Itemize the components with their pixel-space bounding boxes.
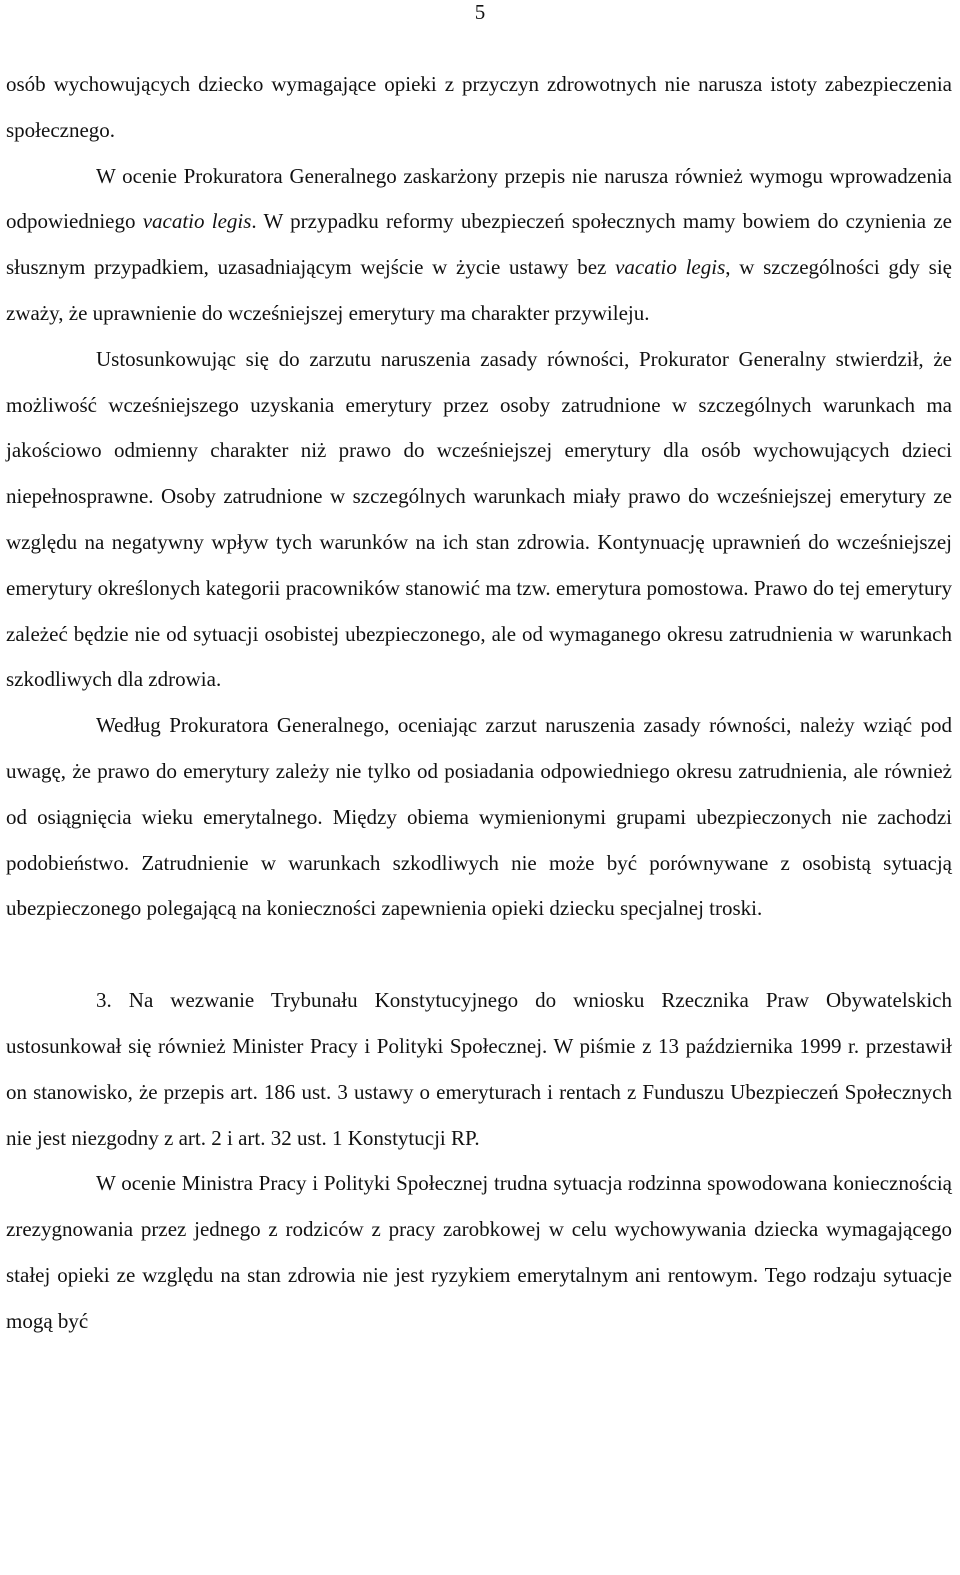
paragraph-3 bbox=[6, 337, 952, 703]
paragraph-4 bbox=[6, 703, 952, 932]
text-segment: Według Prokuratora Generalnego, oceniając zarzut naruszenia zasady równości, należy wziąć pod uwagę, że prawo do emerytury zależy nie tylko od posiadania odpowiedniego okresu zatrudnienia, ale również od osiągnięcia wieku emerytalnego. Między obiema wymienionymi grupami ubezpieczonych nie zachodzi podobieństwo. Zatrudnienie w warunkach szkodliwych nie może być porównywane z osobistą sytuacją ubezpieczonego polegającą na konieczności zapewnienia opieki dziecku specjalnej troski. bbox=[6, 713, 952, 921]
text-segment: W ocenie Prokuratora Generalnego zaskarżony przepis nie narusza również wymogu wprowadzenia odpowiedniego bbox=[6, 163, 952, 234]
text-segment: . W przypadku reformy ubezpieczeń społecznych mamy bowiem do czynienia ze słusznym przypadkiem, uzasadniającym wejście w życie ustawy bez bbox=[6, 209, 952, 280]
text-segment: Ustosunkowując się do zarzutu naruszenia zasady równości, Prokurator Generalny stwierdził, że możliwość wcześniejszego uzyskania emerytury przez osoby zatrudnione w szczególnych warunkach ma jakościowo odmienny charakter niż prawo do wcześniejszej emerytury dla osób wychowujących dzieci niepełnosprawne. Osoby zatrudnione w szczególnych warunkach miały prawo do wcześniejszej emerytury ze względu na negatywny wpływ tych warunków na ich stan zdrowia. Kontynuację uprawnień do wcześniejszej emerytury określonych kategorii pracowników stanowić ma tzw. emerytura pomostowa. Prawo do tej emerytury zależeć będzie nie od sytuacji osobistej ubezpieczonego, ale od wymaganego okresu zatrudnienia w warunkach szkodliwych dla zdrowia. bbox=[6, 346, 952, 692]
document-body bbox=[6, 62, 952, 1345]
paragraph-6 bbox=[6, 1161, 952, 1344]
page-number: 5 bbox=[474, 0, 486, 24]
paragraph-5 bbox=[6, 978, 952, 1161]
text-segment: W ocenie Ministra Pracy i Polityki Społecznej trudna sytuacja rodzinna spowodowana koniecznością zrezygnowania przez jednego z rodziców z pracy zarobkowej w celu wychowywania dziecka wymagającego stałej opieki ze względu na stan zdrowia nie jest ryzykiem emerytalnym ani rentowym. Tego rodzaju sytuacje mogą być bbox=[6, 1171, 952, 1333]
text-segment: osób wychowujących dziecko wymagające opieki z przyczyn zdrowotnych nie narusza istoty zabezpieczenia społecznego. bbox=[6, 72, 952, 142]
italic-term: vacatio legis bbox=[615, 255, 726, 280]
paragraph-2 bbox=[6, 154, 952, 337]
text-segment: , w szczególności gdy się zważy, że uprawnienie do wcześniejszej emerytury ma charakter przywileju. bbox=[6, 255, 952, 325]
italic-term: vacatio legis bbox=[142, 209, 252, 234]
paragraph-1 bbox=[6, 62, 952, 154]
text-segment: 3. Na wezwanie Trybunału Konstytucyjnego do wniosku Rzecznika Praw Obywatelskich ustosunkował się również Minister Pracy i Polityki Społecznej. W piśmie z 13 października 1999 r. przestawił on stanowisko, że przepis art. 186 ust. 3 ustawy o emeryturach i rentach z Funduszu Ubezpieczeń Społecznych nie jest niezgodny z art. 2 i art. 32 ust. 1 Konstytucji RP. bbox=[6, 988, 952, 1150]
